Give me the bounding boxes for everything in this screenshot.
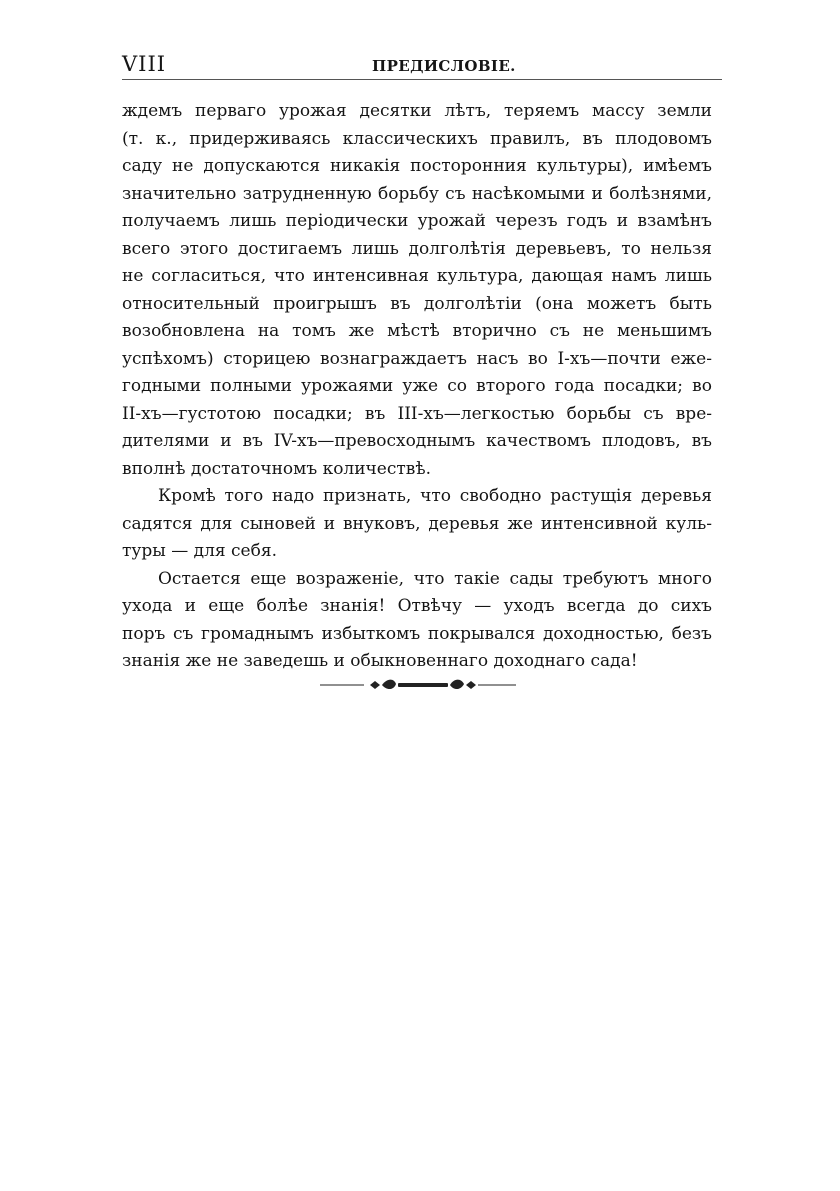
text-line: годными полными урожаями уже со второго года посадки; во: [122, 376, 712, 396]
text-line: садятся для сыновей и внуковъ, деревья же интенсивной куль-: [122, 513, 712, 534]
paragraph-1: [122, 98, 712, 483]
text-line: успѣхомъ) сторицею вознаграждаетъ насъ во I-хъ—почти еже-: [122, 348, 712, 369]
paragraph-2: [122, 483, 712, 566]
text-line: не согласиться, что интенсивная культура, дающая намъ лишь: [122, 266, 712, 286]
text-line: ухода и еще болѣе знанія! Отвѣчу — уходъ всегда до сихъ: [122, 596, 712, 616]
text-line: II-хъ—густотою посадки; въ III-хъ—легкостью борьбы съ вре-: [122, 403, 712, 424]
text-line: Кромѣ того надо признать, что свободно растущія деревья: [158, 486, 712, 506]
text-line: саду не допускаются никакія посторонния культуры), имѣемъ: [122, 156, 712, 176]
text-line: получаемъ лишь періодически урожай черезъ годъ и взамѣнъ: [122, 211, 712, 231]
paragraph-3: [122, 566, 712, 676]
text-line: туры — для себя.: [122, 541, 277, 561]
text-line: Остается еще возраженіе, что такіе сады требуютъ много: [158, 568, 712, 589]
text-line: поръ съ громаднымъ избыткомъ покрывался доходностью, безъ: [122, 623, 712, 644]
text-line: относительный проигрышъ въ долголѣтіи (она можетъ быть: [122, 293, 712, 314]
text-line: всего этого достигаемъ лишь долголѣтія деревьевъ, то нельзя: [122, 238, 712, 259]
text-line: знанія же не заведешь и обыкновеннаго доходнаго сада!: [122, 651, 638, 671]
text-line: дителями и въ IV-хъ—превосходнымъ качествомъ плодовъ, въ: [122, 431, 712, 451]
running-head: [122, 50, 722, 84]
page-number: VIII: [122, 52, 167, 76]
section-title: ПРЕДИСЛОВІЕ.: [372, 57, 516, 75]
typographic-fleuron-icon: [320, 676, 516, 694]
text-line: вполнѣ достаточномъ количествѣ.: [122, 458, 432, 479]
text-line: значительно затрудненную борьбу съ насѣкомыми и болѣзнями,: [122, 183, 712, 204]
header-rule: [122, 79, 722, 80]
text-line: (т. к., придерживаясь классическихъ правилъ, въ плодовомъ: [122, 128, 712, 149]
body-text: [122, 98, 712, 676]
text-line: ждемъ перваго урожая десятки лѣтъ, теряемъ массу земли: [122, 101, 712, 121]
text-line: возобновлена на томъ же мѣстѣ вторично съ не меньшимъ: [122, 321, 712, 341]
